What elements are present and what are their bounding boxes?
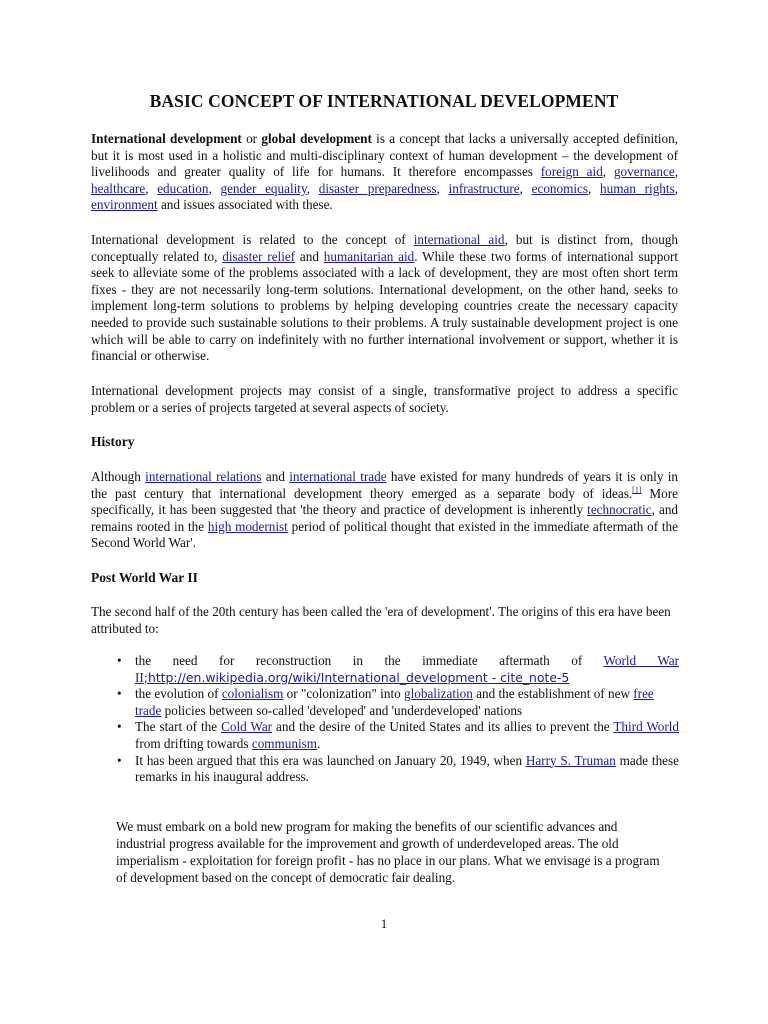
- list-item: • The start of the Cold War and the desire of the United States and its allies to prevent the Third World from drifting towards communism.: [117, 719, 679, 751]
- history-paragraph: Although international relations and international trade have existed for many hundreds of years it is only in the past century that international development theory emerged as a separate body of ideas.[1] More specifically, it has been suggested that 'the theory and practice of development is inherently technocratic, and remains rooted in the high modernist period of political thought that existed in the immediate aftermath of the Second World War'.: [91, 469, 679, 551]
- list-item: • It has been argued that this era was launched on January 20, 1949, when Harry S. Truman made these remarks in his inaugural address.: [117, 752, 679, 785]
- link-cold-war[interactable]: Cold War: [221, 719, 273, 735]
- link-harry-truman[interactable]: Harry S. Truman: [525, 752, 616, 768]
- term-global-development: global development: [261, 131, 372, 146]
- page-title: BASIC CONCEPT OF INTERNATIONAL DEVELOPMENT: [149, 91, 619, 111]
- link-international-aid[interactable]: international aid: [413, 232, 505, 247]
- link-governance[interactable]: governance: [613, 164, 675, 180]
- citation-link[interactable]: [1]: [632, 485, 642, 495]
- link-economics[interactable]: economics: [531, 180, 589, 196]
- page-number: 1: [380, 916, 388, 931]
- link-foreign-aid[interactable]: foreign aid: [540, 164, 603, 180]
- projects-paragraph: International development projects may consist of a single, transformative project to address a specific problem or a series of projects targeted at several aspects of society.: [91, 383, 678, 415]
- bullet-icon: •: [117, 752, 122, 768]
- link-world-war-ii[interactable]: World War II: [135, 653, 679, 685]
- link-environment[interactable]: environment: [91, 197, 158, 213]
- bullet-icon: •: [117, 719, 122, 735]
- intro-paragraph: International development or global development is a concept that lacks a universally accepted definition, but it is most used in a holistic and multi-disciplinary context of human development – the development of livelihoods and greater quality of life for humans. It therefore encompasses foreign aid, governance, healthcare, education, gender equality, disaster preparedness, infrastructure, economics, human rights, environment and issues associated with these.: [91, 131, 679, 213]
- link-disaster-preparedness[interactable]: disaster preparedness: [318, 180, 437, 196]
- link-human-rights[interactable]: human rights: [600, 180, 675, 196]
- link-gender-equality[interactable]: gender equality: [220, 180, 307, 196]
- link-wikipedia-url[interactable]: ;http://en.wikipedia.org/wiki/International_development - cite_note-5: [143, 669, 570, 685]
- link-international-trade[interactable]: international trade: [289, 469, 387, 484]
- list-item: • the evolution of colonialism or "colonization" into globalization and the establishment of new free trade policies between so-called 'developed' and 'underdeveloped' nations: [117, 686, 654, 718]
- era-intro-paragraph: The second half of the 20th century has been called the 'era of development'. The origins of this era have been attributed to:: [91, 604, 671, 636]
- link-colonialism[interactable]: colonialism: [221, 686, 284, 702]
- post-war-heading: Post World War II: [91, 570, 198, 585]
- link-infrastructure[interactable]: infrastructure: [448, 180, 520, 196]
- link-communism[interactable]: communism: [251, 735, 318, 751]
- aid-paragraph: International development is related to the concept of international aid, but is distinct from, though conceptually related to, disaster relief and humanitarian aid. While these two forms of international support seek to alleviate some of the problems associated with a lack of development, they are most often short term fixes - they are not necessarily long-term solutions. International development, on the other hand, seeks to implement long-term solutions to problems by helping developing countries create the necessary capacity needed to provide such sustainable solutions to their problems. A truly sustainable development project is one which will be able to carry on indefinitely with no further international involvement or support, whether it is financial or otherwise.: [91, 232, 679, 364]
- truman-quote: We must embark on a bold new program for making the benefits of our scientific advances and industrial progress available for the improvement and growth of underdeveloped areas. The old imperialism - exploitation for foreign profit - has no place in our plans. What we envisage is a program of development based on the concept of democratic fair dealing.: [116, 819, 660, 885]
- origins-list: [117, 653, 679, 786]
- link-international-relations[interactable]: international relations: [145, 469, 262, 484]
- list-item: • the need for reconstruction in the immediate aftermath of World War II;http://en.wikipedia.org/wiki/International_development - cite_note-5: [117, 653, 679, 685]
- link-humanitarian-aid[interactable]: humanitarian aid: [323, 248, 415, 264]
- link-disaster-relief[interactable]: disaster relief: [222, 248, 296, 264]
- link-education[interactable]: education: [157, 180, 209, 196]
- bullet-icon: •: [117, 686, 122, 702]
- bullet-icon: •: [117, 653, 122, 668]
- link-healthcare[interactable]: healthcare: [91, 180, 146, 196]
- link-third-world[interactable]: Third World: [613, 719, 679, 735]
- link-high-modernist[interactable]: high modernist: [207, 518, 288, 534]
- link-globalization[interactable]: globalization: [404, 686, 473, 702]
- term-international-development: International development: [91, 131, 242, 146]
- history-heading: History: [91, 434, 135, 449]
- link-technocratic[interactable]: technocratic: [587, 502, 652, 518]
- link-free-trade[interactable]: free trade: [135, 686, 654, 718]
